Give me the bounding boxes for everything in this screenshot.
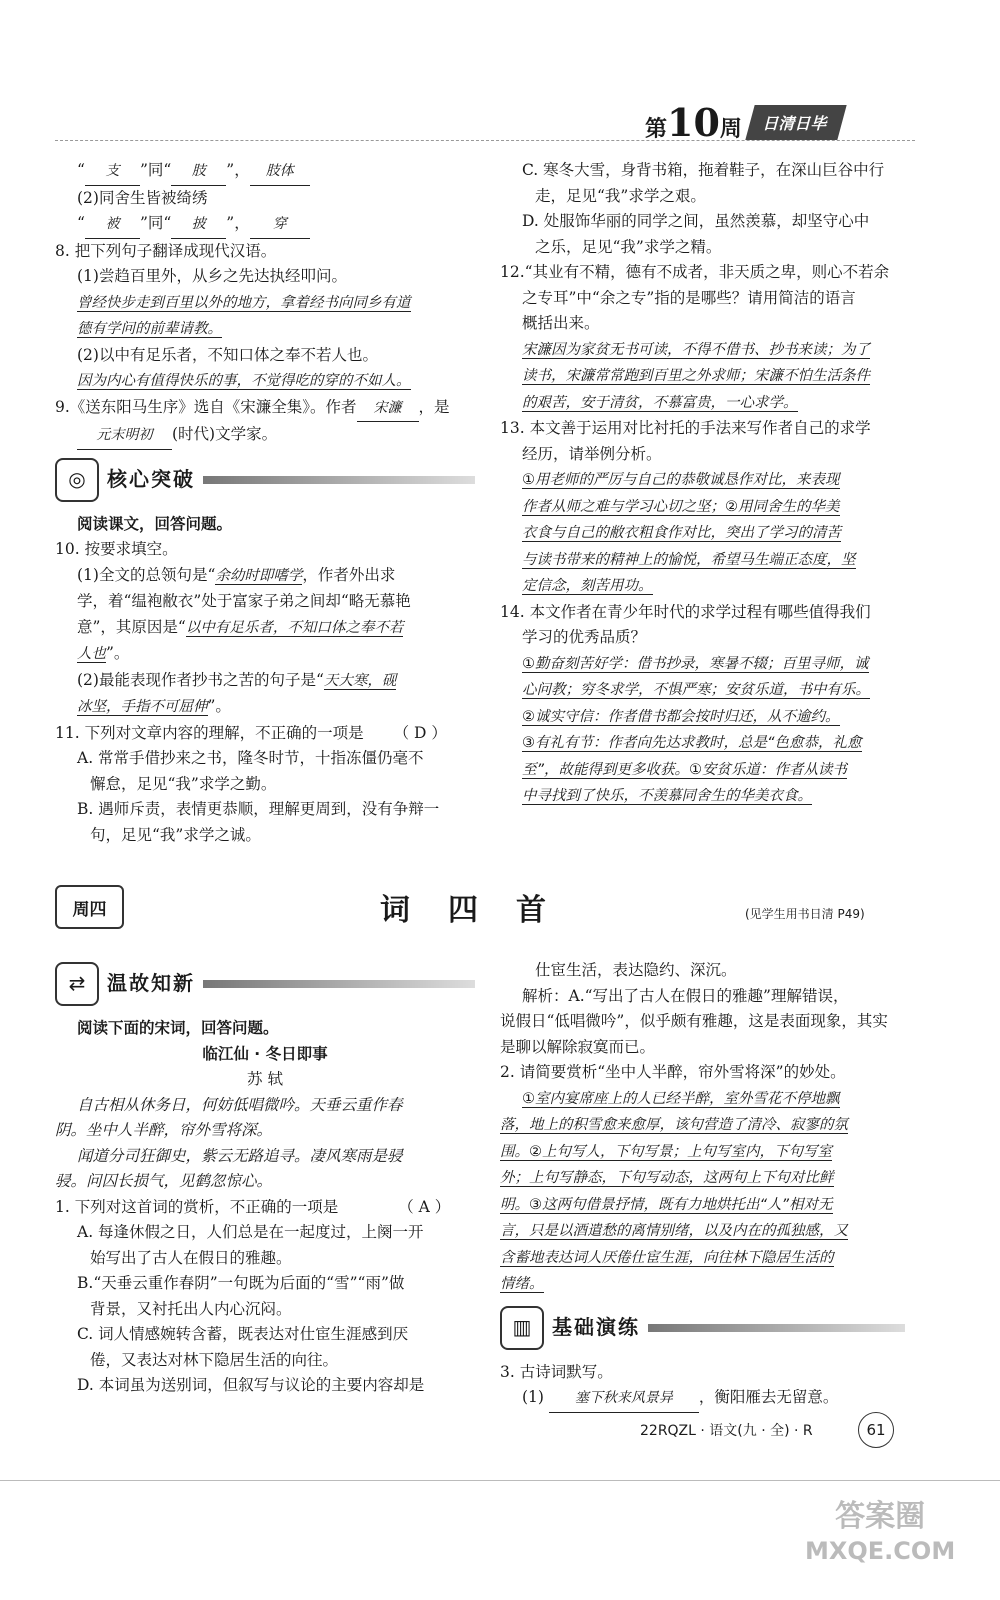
text: ，作者外出求: [302, 565, 396, 584]
question-1: [55, 1195, 475, 1221]
answer-2: 含蓄地表达词人厌倦仕宦生涯，向往林下隐居生活的: [500, 1249, 834, 1266]
watermark-url: MXQE.COM: [805, 1537, 956, 1565]
answer-2: 围。②上句写人，下句写景；上句写室内，下句写室: [500, 1143, 832, 1160]
analysis-text: 解析：A.“写出了古人在假日的雅趣”理解错误，: [522, 986, 849, 1005]
right-column-top: [500, 158, 905, 810]
text: (2)最能表现作者抄书之苦的句子是“: [77, 670, 324, 689]
text: (1)全文的总领句是“: [77, 565, 216, 584]
answer-14: 心问教；穷冬求学，不惧严寒；安贫乐道，书中有乐。: [522, 682, 870, 698]
option-c: C. 寒冬大雪，身背书箱，拖着鞋子，在深山巨谷中行: [522, 161, 885, 179]
answer-blank: 披: [171, 212, 226, 239]
answer-2: 情绪。: [500, 1276, 544, 1292]
option-c: C. 词人情感婉转含蓄，既表达对仕宦生涯感到厌: [77, 1325, 409, 1343]
q9-text: (时代)文学家。: [172, 425, 278, 443]
q10-1-line3: [55, 615, 475, 642]
section-bar: [203, 980, 475, 988]
question-14-cont: 学习的优秀品质？: [522, 628, 647, 646]
question-2: 2. 请简要赏析“坐中人半醉，帘外雪将深”的妙处。: [500, 1063, 846, 1081]
annotation-line-2: [55, 211, 475, 239]
option-b-cont: 句，足见“我”求学之诚。: [90, 825, 261, 844]
watermark-title: 答案圈: [835, 1499, 926, 1534]
week-suffix: 周: [719, 116, 742, 142]
poem-title: 临江仙 · 冬日即事: [202, 1044, 328, 1063]
text: ”同“: [139, 161, 172, 179]
answer-8-1b: 德有学问的前辈请教。: [77, 321, 222, 337]
answer-blank: 支: [85, 159, 140, 186]
question-14: 14. 本文作者在青少年时代的求学过程有哪些值得我们: [500, 602, 871, 621]
question-11: [55, 721, 475, 747]
question-12-cont: 概括出来。: [522, 314, 600, 332]
section-practice: [500, 1306, 905, 1350]
week-number: 10: [667, 100, 720, 145]
section-review: [55, 962, 475, 1006]
answer: 天大寒，砚: [323, 672, 397, 689]
watermark: [805, 1500, 955, 1568]
left-column-top: [55, 158, 475, 848]
header-divider: [55, 140, 915, 141]
q10-1-line4: [55, 641, 475, 668]
option-a-cont: 始写出了古人在假日的雅趣。: [90, 1248, 292, 1267]
answer-2: 外；上句写静态，下句写动态，这两句上下句对比鲜: [500, 1170, 834, 1186]
week-title: [645, 100, 742, 145]
answer-13: 衣食与自己的敝衣粗食作对比，突出了学习的清苦: [522, 525, 841, 541]
answer-2: ①室内宴席座上的人已经半醉，室外雪花不停地飘: [522, 1090, 840, 1107]
analysis-line: 是聊以解除寂寞而已。: [500, 1037, 656, 1056]
option-a-cont: 懈怠，足见“我”求学之勤。: [90, 774, 277, 793]
option-a: A. 常常手借抄来之书，隆冬时节，十指冻僵仍毫不: [77, 749, 424, 767]
quote-mark: “: [77, 161, 85, 179]
text: ”同“: [139, 214, 172, 232]
answer-14: ①勤奋刻苦好学：借书抄录，寒暑不辍；百里寻师，诚: [522, 655, 869, 672]
reference-note: (见学生用书日清 P49): [745, 907, 865, 921]
poem-line: 闻道分司狂御史，紫云无路追寻。凄风寒雨是骎: [77, 1146, 403, 1165]
arrows-icon: ⇄: [55, 962, 99, 1006]
daily-tag: 日清日毕: [745, 105, 846, 140]
question-8-1: (1)尝趋百里外，从乡之先达执经叩问。: [77, 267, 347, 285]
answer-8-2: 因为内心有值得快乐的事，不觉得吃的穿的不如人。: [77, 373, 411, 389]
answer-14: ②诚实守信：作者借书都会按时归还，从不逾约。: [522, 708, 840, 725]
question-8-2: (2)以中有足乐者，不知口体之奉不若人也。: [77, 345, 378, 364]
answer: 人也: [77, 646, 106, 662]
answer-12: 读书，宋濂常常跑到百里之外求师；宋濂不怕生活条件: [522, 368, 870, 384]
answer-choice: （ D ）: [393, 723, 447, 742]
reading-intro: 阅读课文，回答问题。: [77, 514, 233, 533]
q10-2-line2: [55, 694, 475, 721]
analysis-line: 说假日“低唱微吟”，似乎颇有雅趣，这是表面现象，其实: [500, 1012, 888, 1030]
section-bar: [203, 476, 475, 484]
answer-2: 言，只是以酒遣愁的离情别绪，以及内在的孤独感，又: [500, 1223, 848, 1239]
poem-line: 骎。问囚长损气，见鹤忽惊心。: [55, 1172, 273, 1190]
week-prefix: 第: [645, 116, 668, 142]
option-d-cont: 仕宦生活，表达隐约、深沉。: [535, 961, 737, 979]
answer: 冰坚，手指不可屈伸: [77, 699, 208, 715]
poem-line: 自古相从休务日，何妨低唱微吟。天垂云重作春: [77, 1095, 403, 1114]
answer-blank: 塞下秋来风景异: [549, 1386, 699, 1413]
annotation-line-1: [55, 158, 475, 186]
option-d-cont: 之乐，足见“我”求学之精。: [535, 237, 722, 256]
section-bar: [648, 1324, 905, 1332]
text: ，衡阳雁去无留意。: [698, 1388, 839, 1406]
question-13-cont: 经历，请举例分析。: [522, 444, 662, 463]
quote-mark: “: [77, 214, 85, 232]
answer-13: 与读书带来的精神上的愉悦，希望马生端正态度，坚: [522, 551, 856, 568]
footer-code: 22RQZL · 语文(九 · 全) · R: [640, 1423, 813, 1439]
section-title: 基础演练: [552, 1314, 640, 1339]
answer-13: ①用老师的严厉与自己的恭敬诚恳作对比，来表现: [522, 472, 840, 488]
page-number: 61: [858, 1412, 894, 1448]
answer-2: 落，地上的积雪愈来愈厚，该句营造了清冷、寂寥的氛: [500, 1117, 848, 1133]
poem-author: 苏 轼: [247, 1070, 283, 1088]
text: ”，: [226, 161, 250, 179]
bottom-divider: [0, 1480, 1000, 1481]
analysis-line: [500, 984, 905, 1010]
question-10: 10. 按要求填空。: [55, 540, 178, 558]
section-title: 核心突破: [107, 466, 195, 491]
week-header: [645, 100, 842, 145]
answer: 以中有足乐者，不知口体之奉不若: [185, 619, 404, 636]
question-12: 12.“其业有不精，德有不成者，非天质之卑，则心不若余: [500, 263, 890, 281]
option-b: B. 遇师斥责，表情更恭顺，理解更周到，没有争辩一: [77, 800, 440, 818]
question-8: 8. 把下列句子翻译成现代汉语。: [55, 241, 277, 260]
question-9: [55, 395, 475, 423]
question-3: 3. 古诗词默写。: [500, 1362, 613, 1381]
answer-blank: 穿: [250, 212, 310, 239]
q10-2-line1: [55, 668, 475, 695]
q9-era-blank: 元末明初: [77, 423, 172, 450]
option-c-cont: 走，足见“我”求学之艰。: [535, 186, 706, 205]
question-3-1: [500, 1385, 905, 1413]
answer: 余幼时即嗜学: [215, 567, 303, 584]
reading-intro: 阅读下面的宋词，回答问题。: [77, 1019, 279, 1037]
text: ”，: [226, 214, 250, 232]
left-column-bottom: [55, 962, 475, 1399]
section-core: [55, 458, 475, 502]
option-d: D. 本词虽为送别词，但叙写与议论的主要内容却是: [77, 1376, 425, 1394]
poem-line: 阴。坐中人半醉，帘外雪将深。: [55, 1121, 273, 1139]
answer-blank: 肢体: [250, 159, 310, 186]
day-badge: 周四: [55, 885, 124, 929]
question-9-cont: [55, 422, 475, 450]
text: (1): [522, 1388, 544, 1406]
text: 11. 下列对文章内容的理解，不正确的一项是: [55, 723, 364, 742]
target-icon: ◎: [55, 458, 99, 502]
question-12-cont: 之专耳”中“余之专”指的是哪些？请用简洁的语言: [522, 288, 856, 307]
answer-13: 定信念，刻苦用功。: [522, 578, 653, 594]
answer-14: ③有礼有节：作者向先达求教时，总是“色愈恭，礼愈: [522, 735, 862, 751]
answer-12: 的艰苦，安于清贫，不慕富贵，一心求学。: [522, 394, 798, 411]
lesson-title: 词四首: [380, 893, 584, 928]
question-13: 13. 本文善于运用对比衬托的手法来写作者自己的求学: [500, 419, 871, 437]
text: ”。: [207, 697, 231, 715]
q10-1-line2: 学，着“缊袍敝衣”处于富家子弟之间却“略无慕艳: [77, 592, 411, 610]
option-b: B.“天垂云重作春阴”一句既为后面的“雪”“雨”做: [77, 1274, 405, 1292]
answer-14: 至”，故能得到更多收获。①安贫乐道：作者从读书: [522, 761, 848, 778]
text: 意”，其原因是“: [77, 617, 186, 636]
item-2-line: (2)同舍生皆被绮绣: [77, 188, 208, 207]
answer-12: 宋濂因为家贫无书可读，不得不借书、抄书来读；为了: [522, 341, 870, 358]
option-d: D. 处服饰华丽的同学之间，虽然羡慕，却坚守心中: [522, 212, 870, 230]
bar-chart-icon: ▥: [500, 1306, 544, 1350]
answer-blank: 被: [85, 212, 140, 239]
answer-blank: 肢: [171, 159, 226, 186]
text: ”。: [106, 644, 130, 662]
q9-text: ，是: [418, 397, 450, 416]
answer-choice: （ A ）: [398, 1197, 451, 1216]
answer-13: 作者从师之难与学习心切之坚；②用同舍生的华美: [522, 498, 840, 515]
answer-2: 明。③这两句借景抒情，既有力地烘托出“人”相对无: [500, 1196, 833, 1213]
option-b-cont: 背景，又衬托出人内心沉闷。: [90, 1299, 292, 1318]
q9-text: 9.《送东阳马生序》选自《宋濂全集》。作者: [55, 397, 357, 416]
answer-14: 中寻找到了快乐，不羡慕同舍生的华美衣食。: [522, 788, 812, 804]
option-c-cont: 倦，又表达对林下隐居生活的向往。: [90, 1350, 339, 1369]
option-a: A. 每逢休假之日，人们总是在一起度过，上阕一开: [77, 1223, 424, 1241]
text: 1. 下列对这首词的赏析，不正确的一项是: [55, 1197, 339, 1216]
right-column-bottom: [500, 958, 905, 1413]
section-title: 温故知新: [107, 971, 195, 996]
q9-author-blank: 宋濂: [357, 396, 419, 423]
answer-8-1a: 曾经快步走到百里以外的地方，拿着经书向同乡有道: [77, 294, 411, 311]
q10-1-line1: [55, 563, 475, 590]
